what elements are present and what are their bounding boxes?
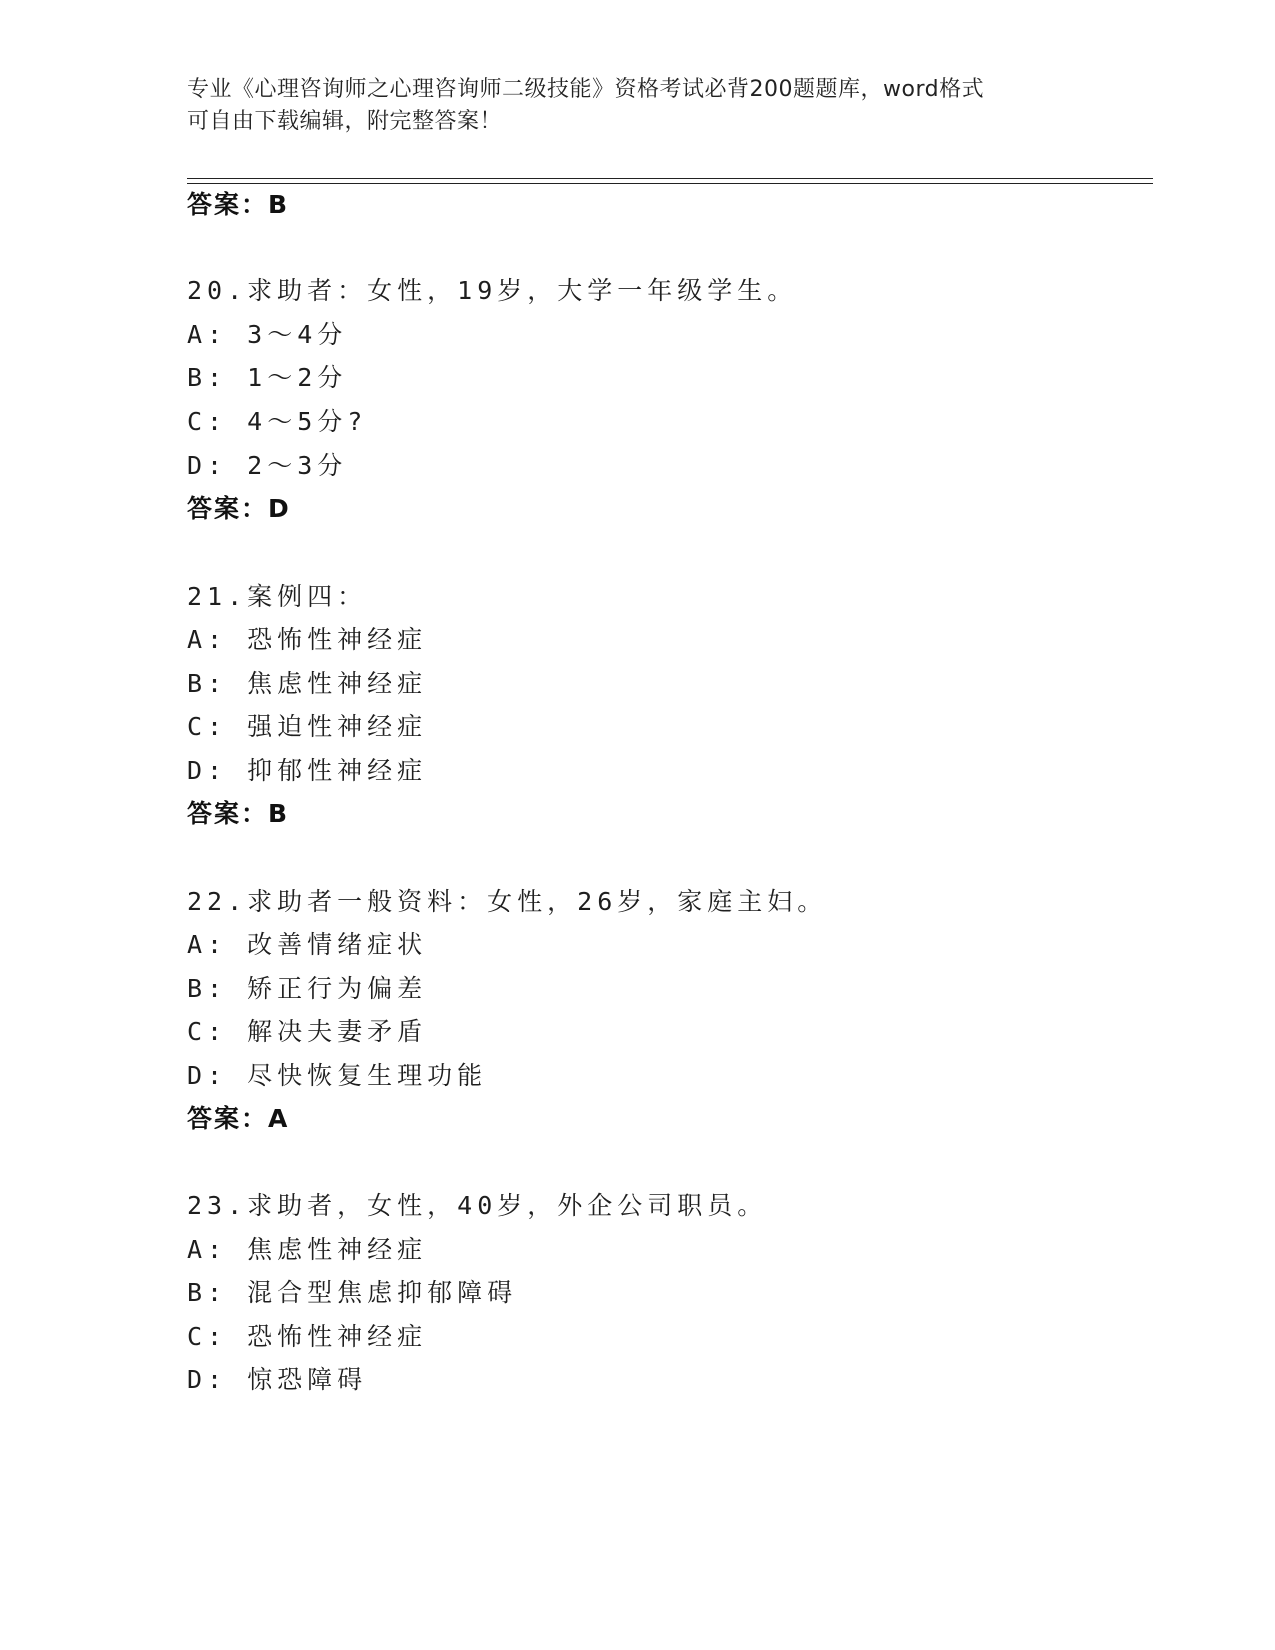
option-a: A: 恐怖性神经症	[187, 625, 428, 654]
option-a: A: 3～4分	[187, 320, 348, 349]
answer-line: 答案：B	[187, 799, 290, 828]
option-b: B: 混合型焦虑抑郁障碍	[187, 1278, 518, 1307]
question-22: 22.求助者一般资料：女性，26岁，家庭主妇。	[187, 887, 828, 916]
option-c: C: 恐怖性神经症	[187, 1322, 428, 1351]
option-c: C: 4～5分?	[187, 407, 368, 436]
header-divider-top	[187, 178, 1153, 179]
answer-line: 答案：B	[187, 190, 290, 219]
option-d: D: 尽快恢复生理功能	[187, 1061, 488, 1090]
option-c: C: 强迫性神经症	[187, 712, 428, 741]
answer-line: 答案：A	[187, 1104, 290, 1133]
option-b: B: 焦虑性神经症	[187, 669, 428, 698]
option-c: C: 解决夫妻矛盾	[187, 1017, 428, 1046]
option-d: D: 抑郁性神经症	[187, 756, 428, 785]
option-b: B: 矫正行为偏差	[187, 974, 428, 1003]
header-line-1: 专业《心理咨询师之心理咨询师二级技能》资格考试必背200题题库，word格式	[187, 77, 985, 102]
option-d: D: 2～3分	[187, 451, 348, 480]
option-d: D: 惊恐障碍	[187, 1365, 368, 1394]
option-a: A: 改善情绪症状	[187, 930, 428, 959]
question-21: 21.案例四：	[187, 582, 368, 611]
question-23: 23.求助者，女性，40岁，外企公司职员。	[187, 1191, 768, 1220]
option-a: A: 焦虑性神经症	[187, 1235, 428, 1264]
answer-line: 答案：D	[187, 494, 291, 523]
header-line-2: 可自由下载编辑，附完整答案！	[187, 109, 503, 134]
question-20: 20.求助者：女性，19岁，大学一年级学生。	[187, 276, 798, 305]
option-b: B: 1～2分	[187, 363, 348, 392]
document-header	[187, 74, 1067, 138]
header-divider-bottom	[187, 183, 1153, 184]
